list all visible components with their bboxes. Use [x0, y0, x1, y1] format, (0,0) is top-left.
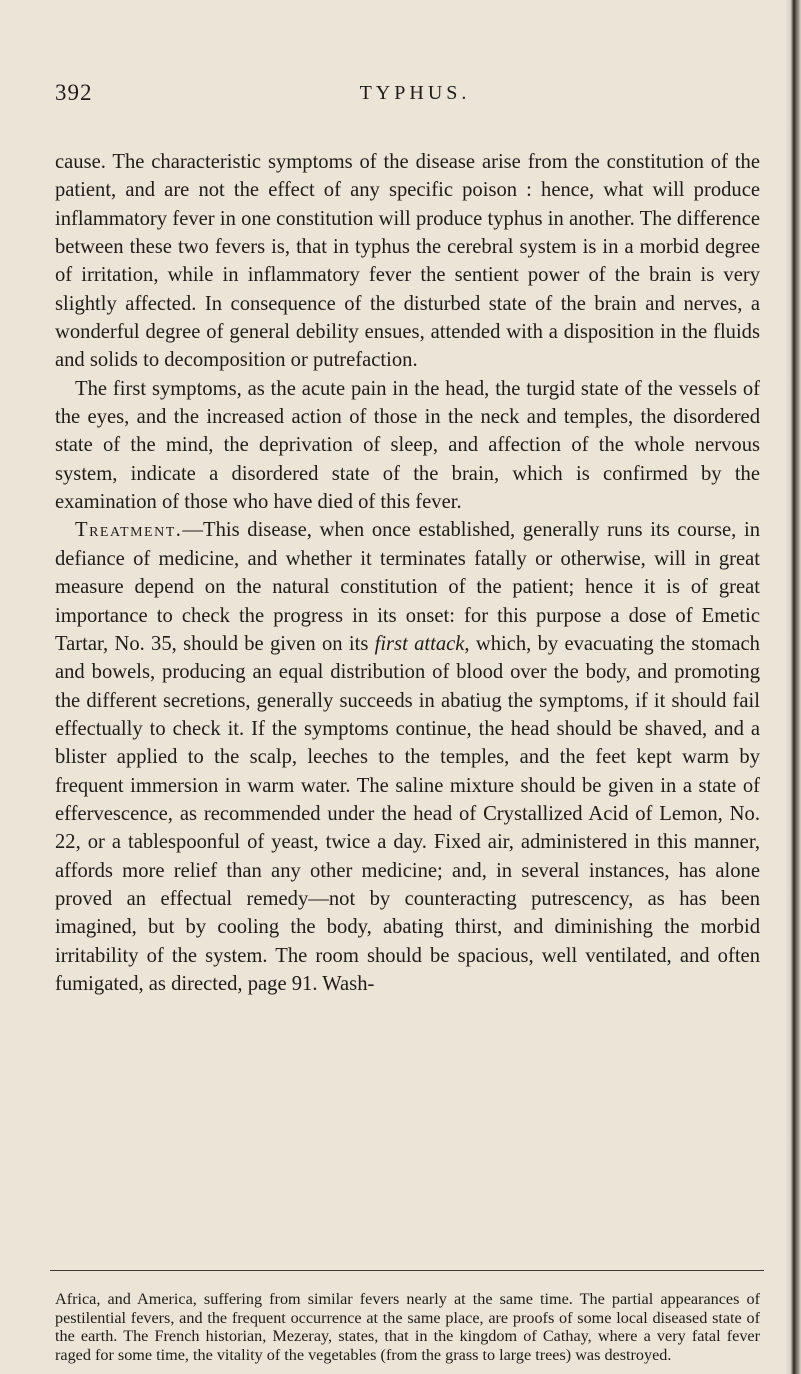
treatment-text-1: —This disease, when once established, generally runs its course, in defiance of medicine, and whether it terminates fatally or otherwise, will in great measure depend on the natural constitution of the patient; hence it is of great importance to check the progress in its onset: for this purpose a dose of Emetic Tartar, No. 35, should be given on its	[55, 519, 760, 655]
page-binding-edge	[785, 0, 801, 1374]
page-header	[55, 80, 760, 110]
paragraph-first-symptoms: The first symptoms, as the acute pain in the head, the turgid state of the vessels of the eyes, and the increased action of those in the neck and temples, the disordered state of the mind, the deprivation of sleep, and affection of the whole nervous system, indicate a disordered state of the brain, which is confirmed by the examination of those who have died of this fever.	[55, 377, 760, 514]
treatment-italic-phrase: first attack	[374, 632, 465, 655]
footnote-divider	[50, 1270, 764, 1271]
treatment-text-2: , which, by evacuating the stomach and bowels, producing an equal distribution of blood over the body, and promoting the different secretions, generally succeeds in abatiug the symptoms, if it should fail effectually to check it. If the symptoms continue, the head should be shaved, and a blister applied to the scalp, leeches to the temples, and the feet kept warm by frequent immersion in warm water. The saline mixture should be given in a state of effervescence, as recommended under the head of Crystallized Acid of Lemon, No. 22, or a tablespoonful of yeast, twice a day. Fixed air, administered in this manner, affords more relief than any other medicine; and, in several instances, has alone proved an effectual remedy—not by counteracting putrescency, as has been imagined, but by cooling the body, abating thirst, and diminishing the morbid irritability of the system. The room should be spacious, well ventilated, and often fumigated, as directed, page 91. Wash-	[55, 632, 760, 995]
page-number: 392	[55, 80, 93, 105]
main-text	[55, 148, 760, 998]
paragraph-treatment	[55, 516, 760, 998]
paragraph-continuation: cause. The characteristic symptoms of the disease arise from the constitution of the patient, and are not the effect of any specific poison : hence, what will produce inflammatory fever in one constitution will produce typhus in another. The difference between these two fevers is, that in typhus the cerebral system is in a morbid degree of irritation, while in inflammatory fever the sentient power of the brain is very slightly affected. In consequence of the disturbed state of the brain and nerves, a wonderful degree of general debility ensues, attended with a disposition in the fluids and solids to decomposition or putrefaction.	[55, 151, 760, 372]
treatment-heading: Treatment.	[75, 519, 183, 542]
footnote: Africa, and America, suffering from similar fevers nearly at the same time. The partial appearances of pestilential fevers, and the frequent occurrence at the same place, are proofs of some local diseased state of the earth. The French historian, Mezeray, states, that in the kingdom of Cathay, where a very fatal fever raged for some time, the vitality of the vegetables (from the grass to large trees) was destroyed.	[55, 1290, 760, 1365]
running-head: TYPHUS.	[359, 82, 471, 104]
